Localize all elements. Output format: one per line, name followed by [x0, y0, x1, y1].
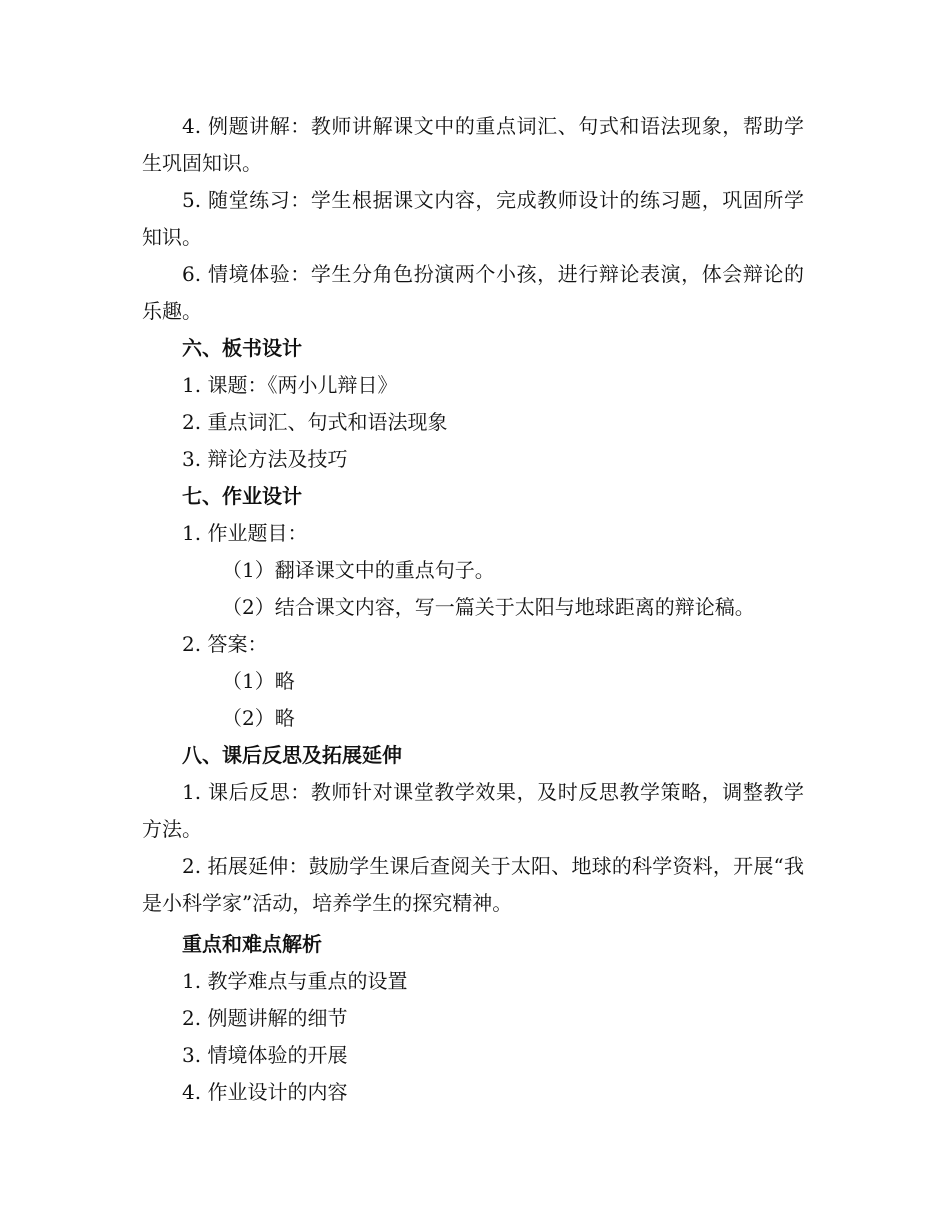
- homework-question-2: （2）结合课文内容，写一篇关于太阳与地球距离的辩论稿。: [222, 595, 755, 619]
- homework-answer-1: （1）略: [222, 669, 295, 693]
- process-item-4: 4. 例题讲解：教师讲解课文中的重点词汇、句式和语法现象，帮助学生巩固知识。: [142, 114, 804, 175]
- analysis-item-4: 4. 作业设计的内容: [182, 1080, 348, 1104]
- board-item-2: 2. 重点词汇、句式和语法现象: [182, 410, 448, 434]
- analysis-item-3: 3. 情境体验的开展: [182, 1043, 348, 1067]
- process-item-6: 6. 情境体验：学生分角色扮演两个小孩，进行辩论表演，体会辩论的乐趣。: [142, 262, 804, 323]
- analysis-item-1: 1. 教学难点与重点的设置: [182, 969, 408, 993]
- board-item-1: 1. 课题：《两小儿辩日》: [182, 373, 398, 397]
- homework-question-label: 1. 作业题目：: [182, 521, 308, 545]
- document-page: [142, 108, 804, 1111]
- homework-answer-label: 2. 答案：: [182, 632, 268, 656]
- analysis-heading: 重点和难点解析: [182, 932, 322, 956]
- reflection-item-1: 1. 课后反思：教师针对课堂教学效果，及时反思教学策略，调整教学方法。: [142, 780, 804, 841]
- reflection-item-2: 2. 拓展延伸：鼓励学生课后查阅关于太阳、地球的科学资料，开展“我是小科学家”活动，培养学生的探究精神。: [142, 854, 804, 915]
- homework-heading: 七、作业设计: [182, 484, 302, 508]
- board-item-3: 3. 辩论方法及技巧: [182, 447, 348, 471]
- board-heading: 六、板书设计: [182, 336, 302, 360]
- homework-question-1: （1）翻译课文中的重点句子。: [222, 558, 495, 582]
- reflection-heading: 八、课后反思及拓展延伸: [182, 743, 402, 767]
- homework-answer-2: （2）略: [222, 706, 295, 730]
- analysis-item-2: 2. 例题讲解的细节: [182, 1006, 348, 1030]
- process-item-5: 5. 随堂练习：学生根据课文内容，完成教师设计的练习题，巩固所学知识。: [142, 188, 804, 249]
